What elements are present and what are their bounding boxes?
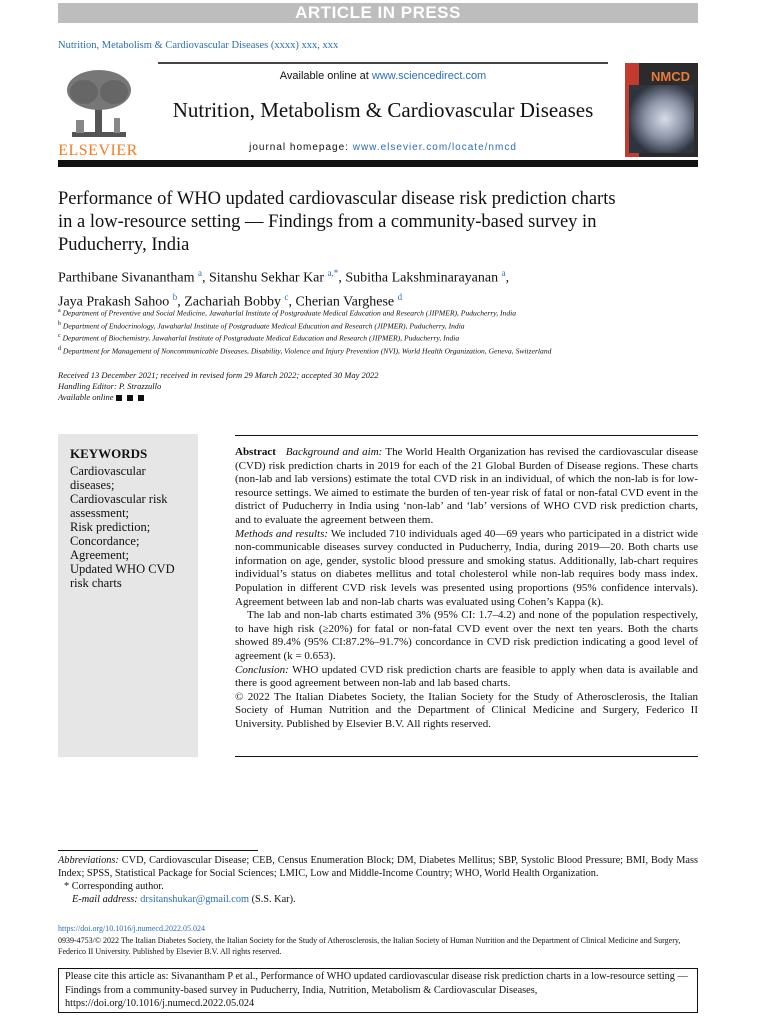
affiliation: $^b$ Department of Endocrinology, Jawaharlal Institute of Postgraduate Medical Education and Research (JIPMER), Puducherry, India	[58, 320, 465, 331]
header-rule	[158, 62, 608, 64]
journal-cover-image	[625, 63, 698, 157]
author: Subitha Lakshminarayanan	[345, 270, 499, 286]
author-affil-marker[interactable]: a,*	[327, 268, 339, 278]
abstract-bottom-rule	[235, 756, 698, 757]
article-in-press-banner: ARTICLE IN PRESS	[58, 3, 698, 23]
footnote-rule	[58, 850, 258, 851]
article-title: Performance of WHO updated cardiovascular disease risk prediction charts in a low-resource setting — Findings from a community-based survey in Puducherry, India	[58, 189, 616, 255]
affiliation: $^d$ Department for Management of Noncommunicable Diseases, Disability, Violence and Injury Prevention (NVI), World Health Organization, Geneva, Switzerland	[58, 345, 552, 356]
doi-link[interactable]: https://doi.org/10.1016/j.numecd.2022.05.024	[58, 924, 205, 933]
author-affil-marker[interactable]: d	[397, 291, 403, 302]
homepage-prefix: journal homepage:	[249, 142, 353, 153]
corresponding-author: * Corresponding author.	[64, 881, 164, 892]
abstract-conclusion: Conclusion: WHO updated CVD risk prediction charts are feasible to apply when data is available and there is good agreement between non-lab and lab based charts.	[235, 663, 698, 690]
journal-homepage	[158, 142, 608, 153]
elsevier-tree-icon	[64, 68, 134, 142]
abstract-top-rule	[235, 435, 698, 436]
cover-title: NMCD	[651, 69, 690, 84]
sciencedirect-link[interactable]: www.sciencedirect.com	[371, 70, 487, 82]
email-link[interactable]: drsitanshukar@gmail.com	[140, 894, 249, 905]
footnotes	[58, 854, 698, 906]
affiliations	[58, 306, 618, 356]
homepage-link[interactable]: www.elsevier.com/locate/nmcd	[352, 142, 517, 153]
affiliation: $^a$ Department of Preventive and Social Medicine, Jawaharlal Institute of Postgraduate Medical Education and Research (JIPMER), Puducherry, India	[58, 308, 517, 318]
abstract-results: The lab and non-lab charts estimated 3% (95% CI: 1.7–4.2) and none of the population respectively, to have high risk (≥20%) for fatal or non-fatal CVD event over the next ten years. Both the charts showed 89.4% (95% CI:87.2%–91.7%) concordance in CVD risk prediction indicating a good level of agreement (k = 0.653).	[235, 609, 698, 662]
header-divider	[58, 160, 698, 167]
author-list: Parthibane Sivanantham $^a$, Sitanshu Sekhar Kar $^{a,*}$, Subitha Lakshminarayanan $^a$, Jaya Prakash Sahoo $^b$, Zachariah Bobby $^c$, Cherian Varghese $^d$	[58, 268, 510, 310]
issn-copyright: 0939-4753/© 2022 The Italian Diabetes Society, the Italian Society for the Study of Atherosclerosis, the Italian Society of Human Nutrition and the Department of Clinical Medicine and Surgery, Federico II University. Published by Elsevier B.V. All rights reserved.	[58, 936, 681, 956]
abstract-background: Abstract Background and aim: The World Health Organization has revised the cardiovascular disease (CVD) risk prediction charts in 2019 for each of the 21 Global Burden of Disease regions. These charts (non-lab and lab versions) estimate the total CVD risk in an individual, of which the non-lab is for low-resource settings. We aimed to estimate the burden of ten-year risk of fatal or non-fatal CVD event in the district of Puducherry in India using ‘non-lab’ and ‘lab’ versions of WHO CVD risk prediction charts, and to evaluate the agreement between them.	[235, 446, 698, 526]
received-dates: Received 13 December 2021; received in revised form 29 March 2022; accepted 30 May 2022	[58, 370, 379, 380]
keywords-box	[58, 434, 198, 757]
keyword: Agreement;	[70, 548, 130, 562]
keyword: Updated WHO CVD risk charts	[70, 562, 175, 590]
available-online-date: Available online	[58, 392, 618, 403]
keyword: Concordance;	[70, 534, 140, 548]
abstract	[235, 446, 698, 731]
keywords-title: KEYWORDS	[70, 446, 148, 461]
available-prefix: Available online at	[279, 70, 372, 82]
author: Sitanshu Sekhar Kar	[208, 270, 325, 286]
keyword: Cardiovascular risk assessment;	[70, 492, 168, 520]
author: Jaya Prakash Sahoo	[58, 294, 170, 310]
elsevier-logo	[58, 64, 138, 160]
abstract-methods: Methods and results: We included 710 individuals aged 40—69 years who participated in a district wide non-communicable diseases survey conducted in Puducherry, India, during 2019—20. Both charts use information on age, gender, systolic blood pressure and smoking status. Additionally, lab-chart requires individual’s status on diabetes mellitus and total cholesterol while non-lab requires body mass index. Population in different CVD risk levels was presented using proportions (95% confidence intervals). Agreement between lab and non-lab charts was evaluated using Cohen’s Kappa (k).	[235, 527, 698, 608]
keyword: Cardiovascular diseases;	[70, 464, 146, 492]
available-online	[158, 70, 608, 82]
handling-editor: Handling Editor: P. Strazzullo	[58, 381, 162, 391]
email-line: E-mail address: drsitanshukar@gmail.com (S.S. Kar).	[72, 894, 296, 905]
author-affil-marker[interactable]: b	[172, 291, 178, 302]
journal-title: Nutrition, Metabolism & Cardiovascular Diseases	[172, 98, 594, 122]
keyword: Risk prediction;	[70, 520, 151, 534]
author-affil-marker[interactable]: a	[197, 268, 202, 278]
journal-reference-link[interactable]: Nutrition, Metabolism & Cardiovascular Diseases (xxxx) xxx, xxx	[58, 40, 339, 51]
article-history	[58, 370, 618, 403]
author-affil-marker[interactable]: c	[284, 291, 289, 302]
abbreviations: Abbreviations: CVD, Cardiovascular Disease; CEB, Census Enumeration Block; DM, Diabetes Mellitus; SBP, Systolic Blood Pressure; BMI, Body Mass Index; SPSS, Statistical Package for Social Sciences; LMIC, Low and Middle-Income Country; WHO, World Health Organization.	[58, 855, 698, 879]
author: Cherian Varghese	[295, 294, 395, 310]
author: Zachariah Bobby	[184, 294, 281, 310]
author-affil-marker[interactable]: a	[501, 268, 506, 278]
abstract-copyright: © 2022 The Italian Diabetes Society, the Italian Society for the Study of Atherosclerosis, the Italian Society of Human Nutrition and the Department of Clinical Medicine and Surgery, Federico II University. Published by Elsevier B.V. All rights reserved.	[235, 690, 698, 730]
cover-artwork	[629, 85, 694, 153]
citation-box: Please cite this article as: Sivanantham P et al., Performance of WHO updated cardiovascular disease risk prediction charts in a low-resource setting — Findings from a community-based survey in Puducherry, India, Nutrition, Metabolism & Cardiovascular Diseases, https://doi.org/10.1016/j.numecd.2022.05.024	[58, 968, 698, 1013]
author: Parthibane Sivanantham	[58, 270, 195, 286]
publisher-name: ELSEVIER	[58, 142, 138, 159]
affiliation: $^c$ Department of Biochemistry, Jawaharlal Institute of Postgraduate Medical Education and Research (JIPMER), Puducherry, India	[58, 333, 460, 343]
